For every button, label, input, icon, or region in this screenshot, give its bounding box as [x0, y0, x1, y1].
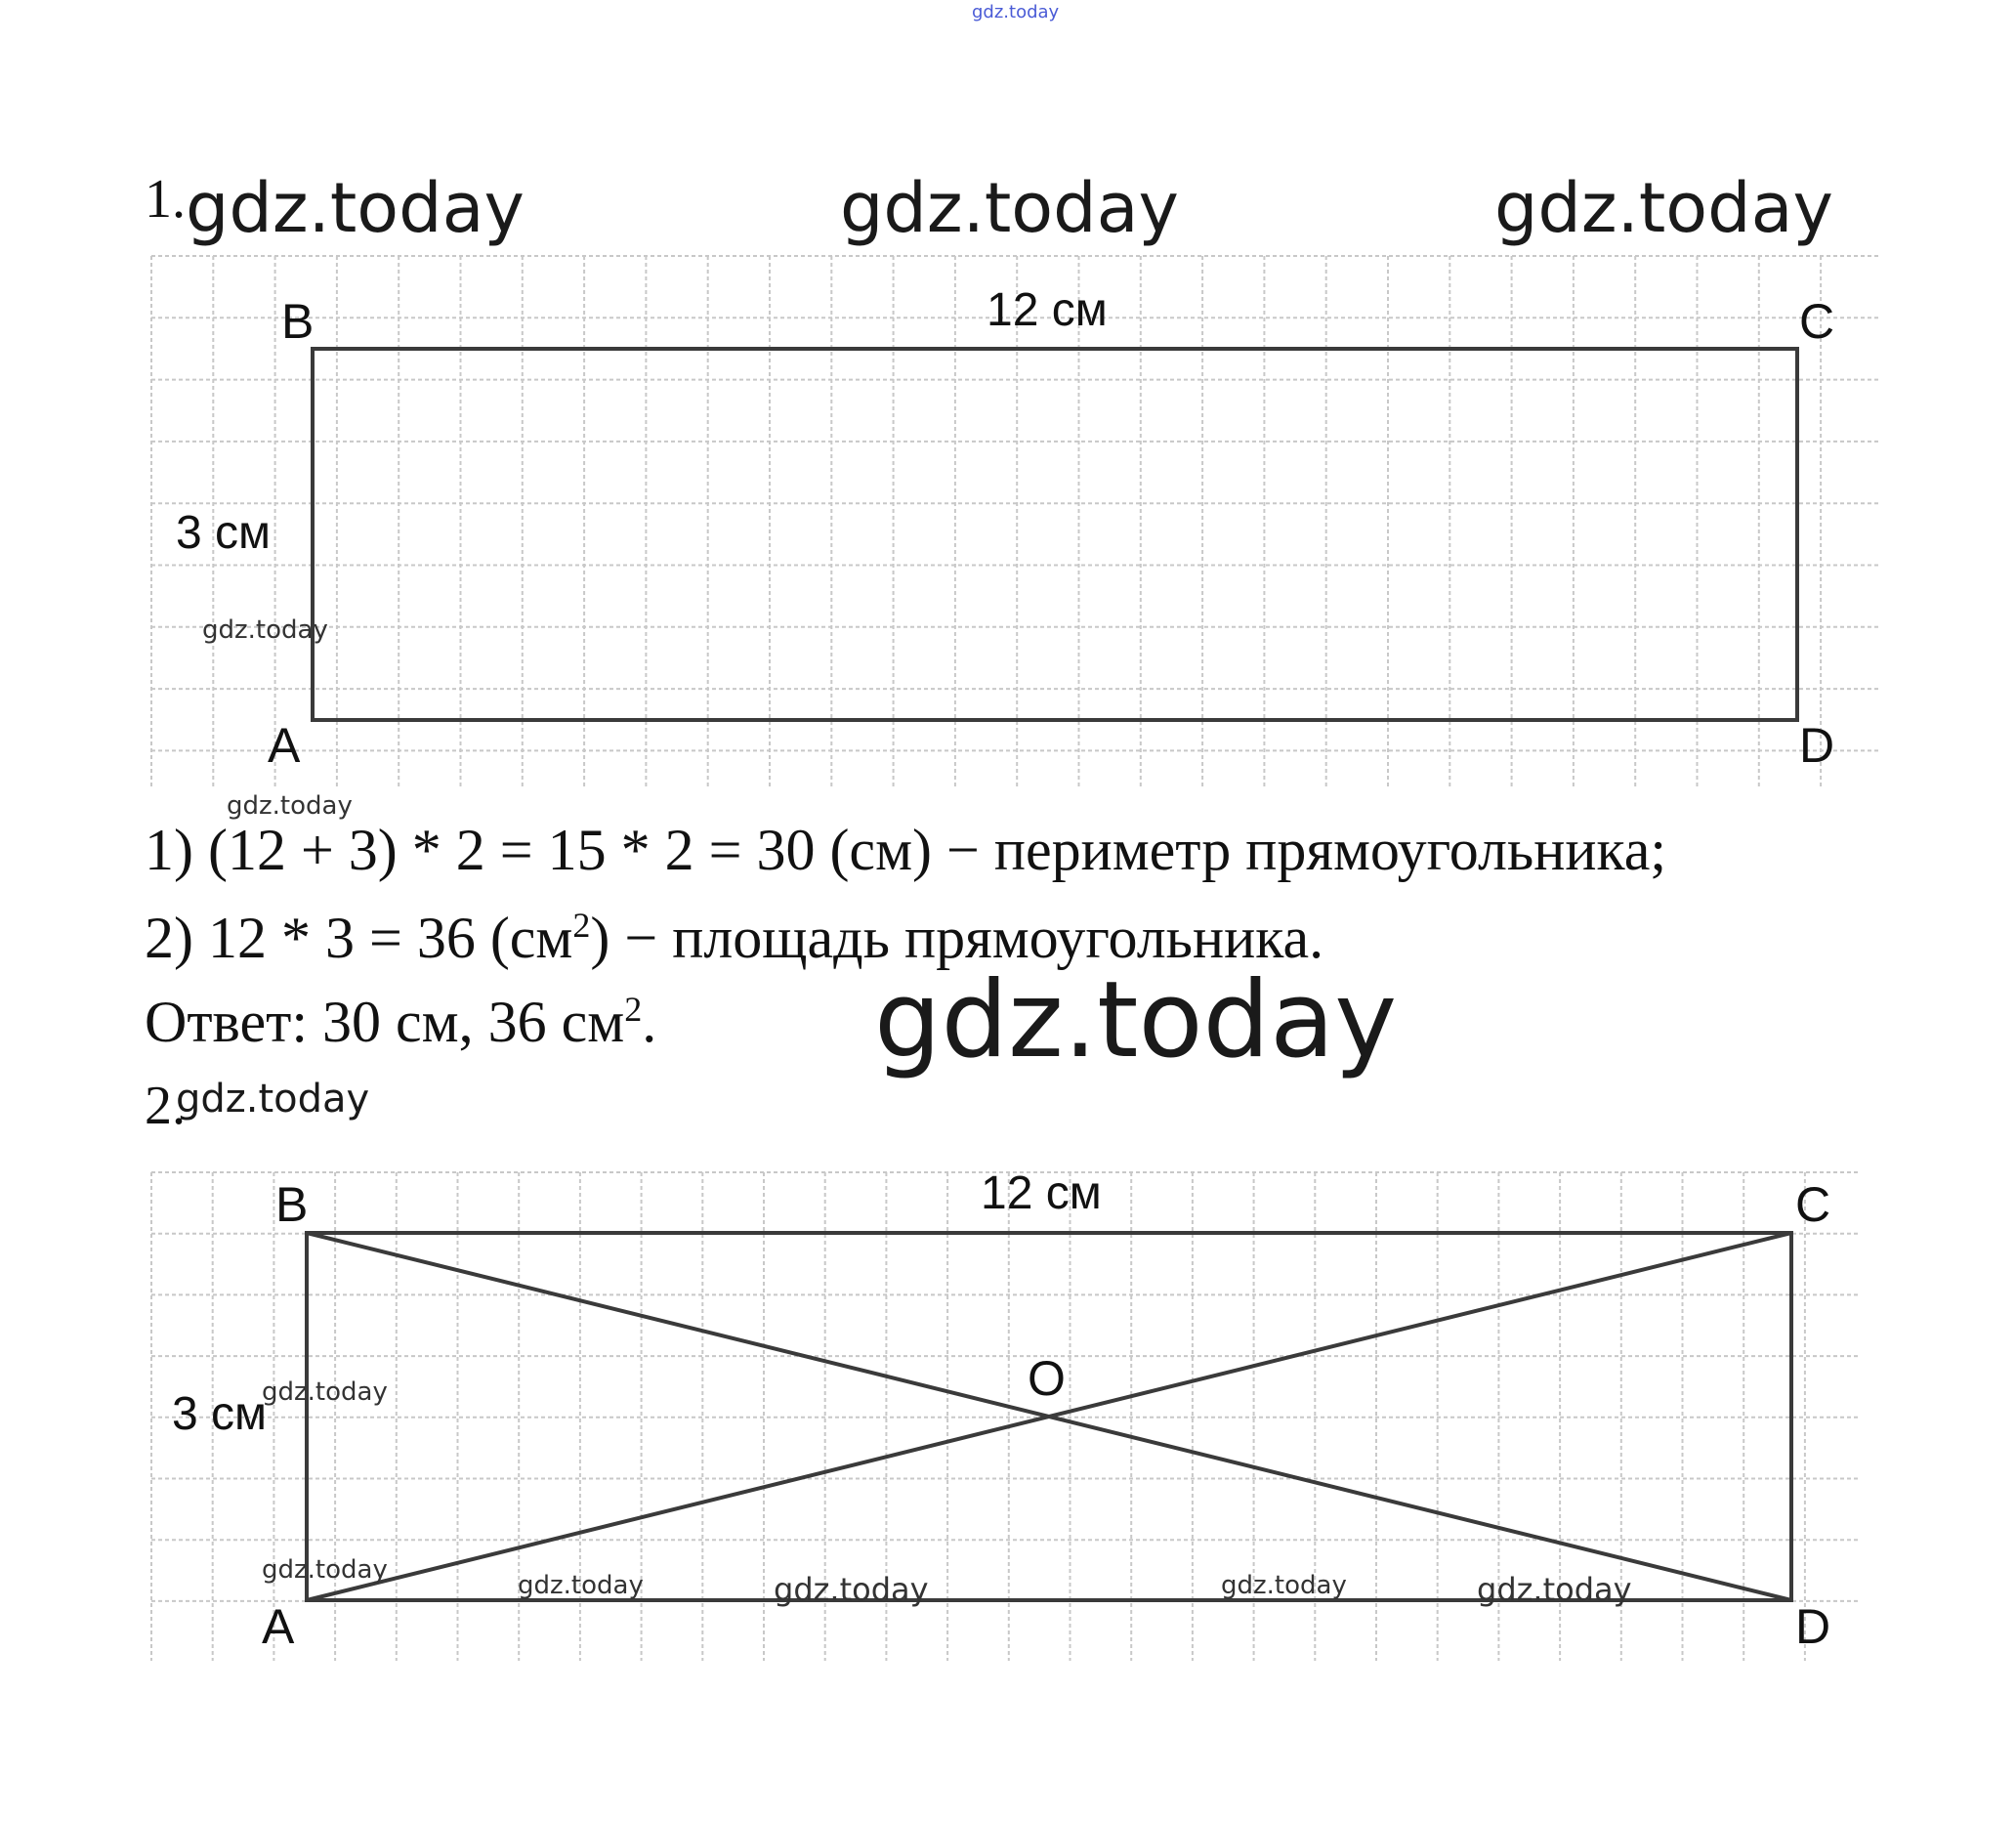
vertex-b-2: B [275, 1177, 309, 1232]
vertex-o: O [1028, 1351, 1066, 1406]
watermark-3: gdz.today [1494, 168, 1833, 248]
watermark-11: gdz.today [774, 1571, 929, 1608]
length-label-1: 12 см [987, 284, 1108, 336]
length-label-2: 12 см [981, 1167, 1102, 1219]
problem-1-number: 1. [145, 169, 186, 230]
solution-line-2: 2) 12 * 3 = 36 $(см^2)$ − площадь прямоугольника. [145, 906, 1324, 970]
watermark-13: gdz.today [1477, 1571, 1632, 1608]
vertex-d-2: D [1795, 1599, 1831, 1654]
watermark-5: gdz.today [227, 791, 353, 821]
watermark-12: gdz.today [1221, 1571, 1347, 1600]
vertex-a-2: A [262, 1599, 295, 1654]
vertex-a-1: A [268, 718, 301, 773]
watermark-4: gdz.today [202, 615, 328, 645]
watermark-2: gdz.today [840, 168, 1179, 248]
problem-2-number: 2. [145, 1076, 186, 1136]
vertex-c-1: C [1799, 294, 1835, 349]
watermark-10: gdz.today [518, 1571, 644, 1600]
watermark-7: gdz.today [176, 1077, 370, 1122]
solution-line-1: 1) (12 + 3) * 2 = 15 * 2 = 30 (см) − периметр прямоугольника; [145, 818, 1667, 882]
vertex-d-1: D [1799, 718, 1835, 773]
width-label-1: 3 см [176, 507, 272, 559]
vertex-b-1: B [281, 294, 315, 349]
answer-line: Ответ: 30 см, 36 $см^2$. [145, 990, 657, 1054]
watermark-6: gdz.today [874, 959, 1398, 1081]
watermark-top: gdz.today [972, 2, 1060, 22]
width-label-2: 3 см [172, 1388, 268, 1440]
watermark-1: gdz.today [186, 168, 525, 248]
watermark-8: gdz.today [262, 1377, 388, 1407]
watermark-9: gdz.today [262, 1555, 388, 1585]
vertex-c-2: C [1795, 1177, 1831, 1232]
